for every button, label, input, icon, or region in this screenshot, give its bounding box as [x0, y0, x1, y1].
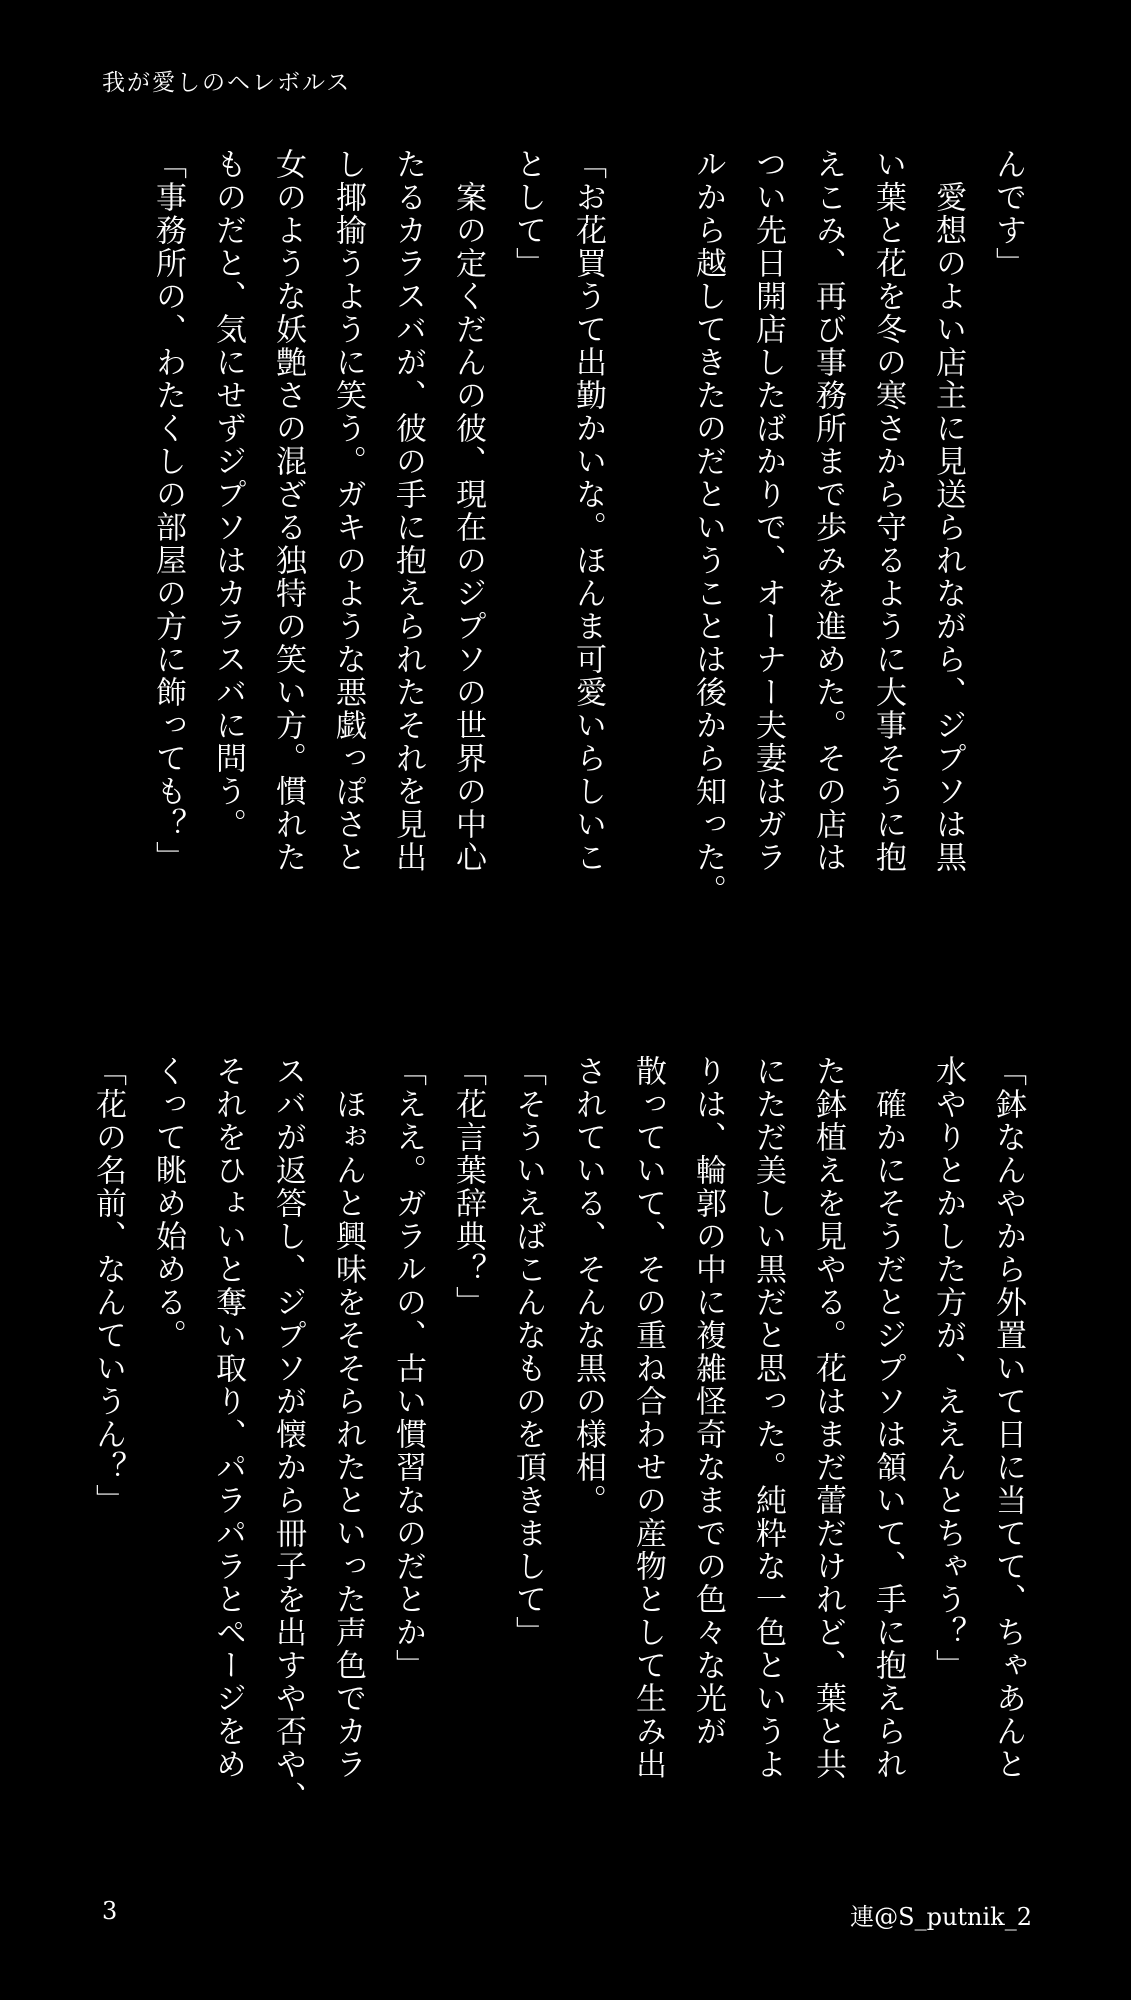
text-block-top [98, 148, 1038, 968]
text-line: 散っていて、その重ね合わせの産物として生み出 [630, 1055, 666, 1781]
text-line: 女のような妖艶さの混ざる独特の笑い方。慣れた [270, 148, 306, 874]
text-line: 水やりとかした方が、ええんとちゃう？」 [930, 1055, 966, 1682]
text-line: 「花言葉辞典？」 [450, 1055, 486, 1319]
text-line: ほぉんと興味をそそられたといった声色でカラ [330, 1055, 366, 1781]
text-line: えこみ、再び事務所まで歩みを進めた。その店は [810, 148, 846, 874]
text-line: として」 [510, 148, 546, 280]
page-title: 我が愛しのヘレボルス [102, 70, 352, 96]
text-line: くって眺め始める。 [150, 1055, 186, 1352]
text-line: し揶揄うように笑う。ガキのような悪戯っぽさと [330, 148, 366, 874]
text-line: ルから越してきたのだということは後から知った。 [690, 148, 726, 907]
text-line: 案の定くだんの彼、現在のジプソの世界の中心 [450, 148, 486, 874]
text-line: んです」 [990, 148, 1026, 280]
text-line: にただ美しい黒だと思った。純粋な一色というよ [750, 1055, 786, 1781]
text-line: 確かにそうだとジプソは頷いて、手に抱えられ [870, 1055, 906, 1781]
blank-line [618, 148, 678, 968]
text-line: た鉢植えを見やる。花はまだ蕾だけれど、葉と共 [810, 1055, 846, 1781]
text-line: 愛想のよい店主に見送られながら、ジプソは黒 [930, 148, 966, 874]
text-line: い葉と花を冬の寒さから守るように大事そうに抱 [870, 148, 906, 874]
text-line: 「お花買うて出勤かいな。ほんま可愛いらしいこ [570, 148, 606, 874]
text-block-bottom [90, 1055, 1038, 1875]
text-line: されている、そんな黒の様相。 [570, 1055, 606, 1517]
text-line: りは、輪郭の中に複雑怪奇なまでの色々な光が [690, 1055, 726, 1748]
text-line: 「花の名前、なんていうん？」 [90, 1055, 126, 1517]
text-line: つい先日開店したばかりで、オーナー夫妻はガラ [750, 148, 786, 874]
text-line: 「鉢なんやから外置いて日に当てて、ちゃあんと [990, 1055, 1026, 1781]
text-line: ものだと、気にせずジプソはカラスバに問う。 [210, 148, 246, 841]
text-line: 「事務所の、わたくしの部屋の方に飾っても？」 [150, 148, 186, 874]
text-line: 「ええ。ガラルの、古い慣習なのだとか」 [390, 1055, 426, 1682]
page-number: 3 [102, 1897, 118, 1925]
text-line: それをひょいと奪い取り、パラパラとページをめ [210, 1055, 246, 1781]
author-credit: 連@S_putnik_2 [850, 1903, 1032, 1931]
text-line: スバが返答し、ジプソが懐から冊子を出すや否や、 [270, 1055, 306, 1814]
text-line: たるカラスバが、彼の手に抱えられたそれを見出 [390, 148, 426, 874]
text-line: 「そういえばこんなものを頂きまして」 [510, 1055, 546, 1649]
